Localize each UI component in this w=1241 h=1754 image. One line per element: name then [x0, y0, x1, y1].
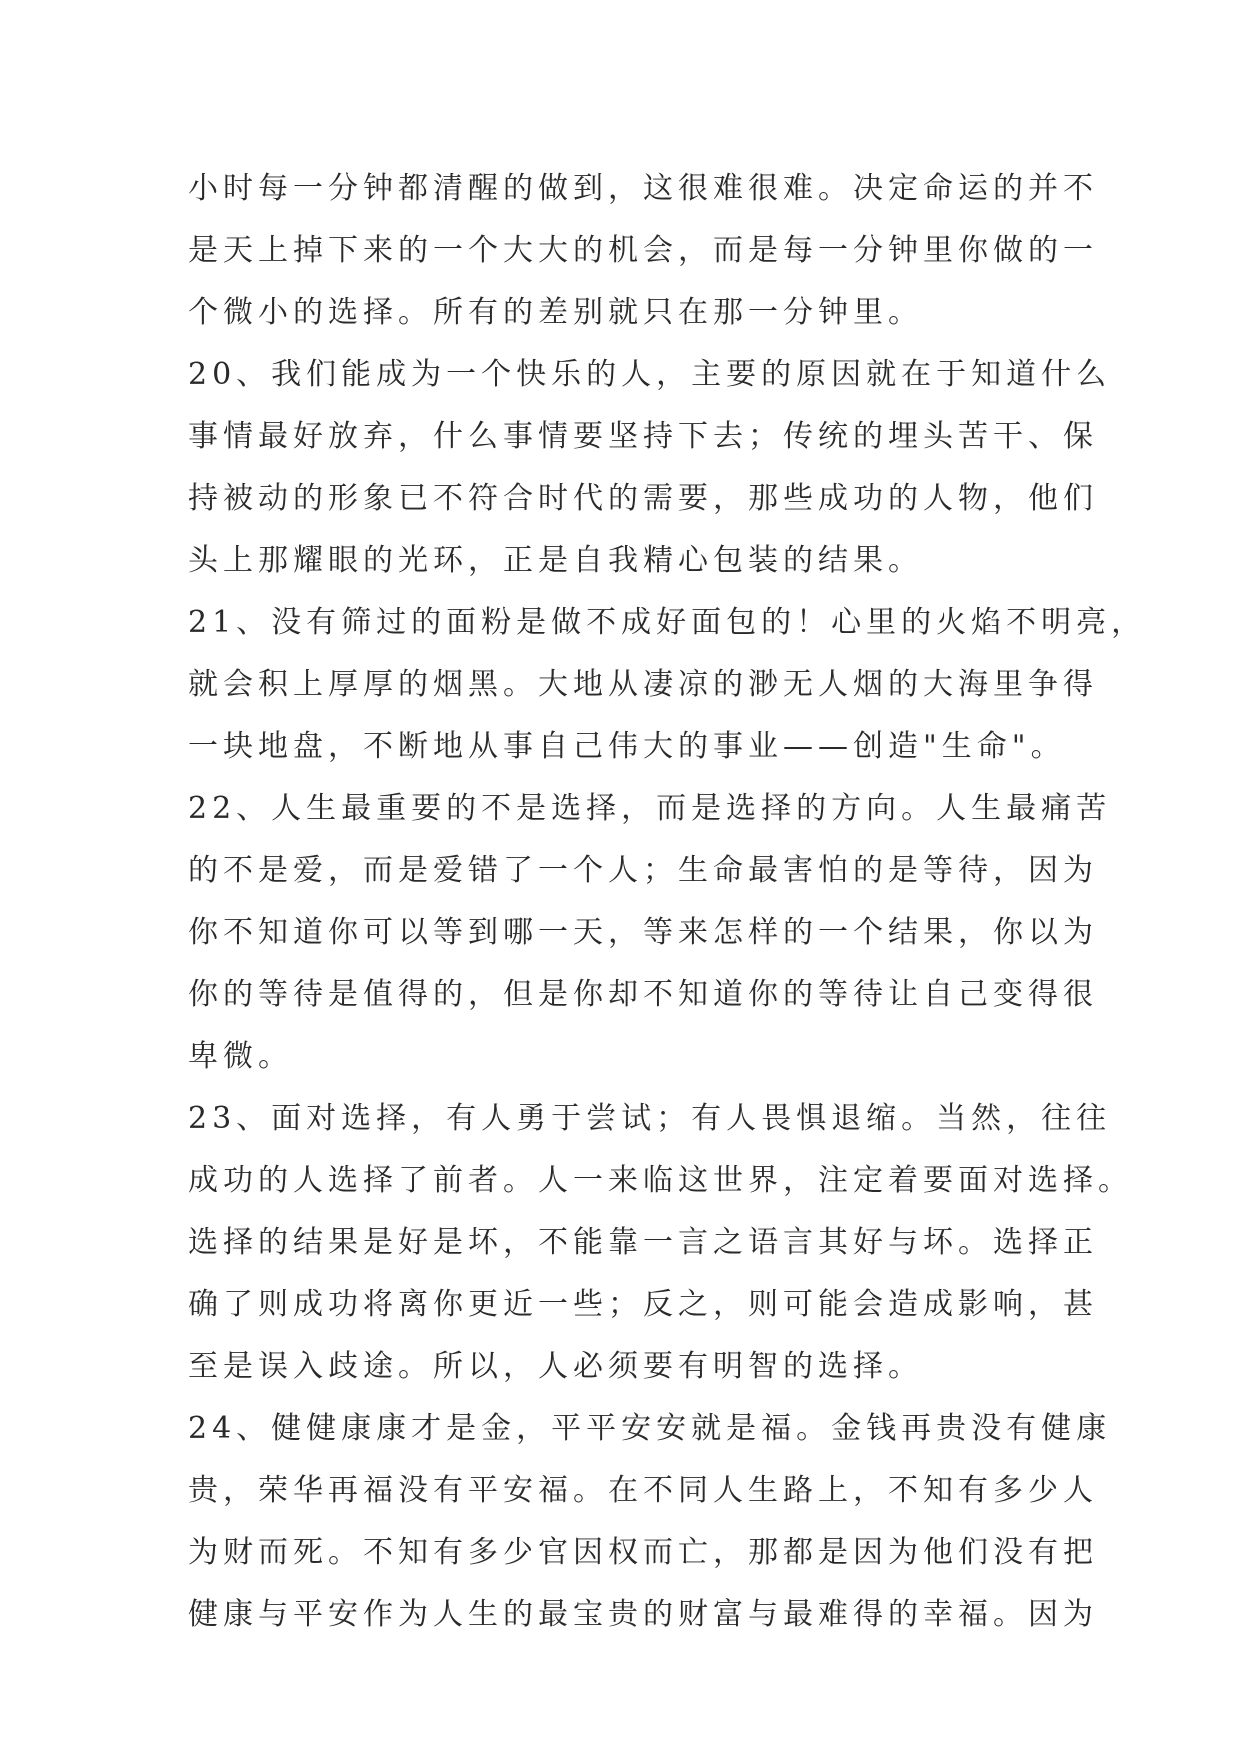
text-line: 选择的结果是好是坏，不能靠一言之语言其好与坏。选择正 [188, 1225, 1098, 1260]
text-line: 贵，荣华再福没有平安福。在不同人生路上，不知有多少人 [188, 1473, 1098, 1508]
text-line: 卑微。 [188, 1039, 293, 1074]
text-line: 健康与平安作为人生的最宝贵的财富与最难得的幸福。因为 [188, 1597, 1098, 1632]
text-line: 小时每一分钟都清醒的做到，这很难很难。决定命运的并不 [188, 171, 1098, 206]
text-line: 为财而死。不知有多少官因权而亡，那都是因为他们没有把 [188, 1535, 1098, 1570]
text-line: 至是误入歧途。所以，人必须要有明智的选择。 [188, 1349, 923, 1384]
text-line: 你不知道你可以等到哪一天，等来怎样的一个结果，你以为 [188, 915, 1098, 950]
text-line: 24、健健康康才是金，平平安安就是福。金钱再贵没有健康 [188, 1411, 1112, 1446]
document-body [188, 158, 1147, 1646]
text-line: 22、人生最重要的不是选择，而是选择的方向。人生最痛苦 [188, 791, 1112, 826]
text-line: 23、面对选择，有人勇于尝试；有人畏惧退缩。当然，往往 [188, 1101, 1112, 1136]
text-line: 你的等待是值得的，但是你却不知道你的等待让自己变得很 [188, 977, 1098, 1012]
text-line: 20、我们能成为一个快乐的人，主要的原因就在于知道什么 [188, 357, 1112, 392]
text-line: 一块地盘，不断地从事自己伟大的事业——创造"生命"。 [188, 729, 1066, 764]
text-line: 个微小的选择。所有的差别就只在那一分钟里。 [188, 295, 923, 330]
text-line: 的不是爱，而是爱错了一个人；生命最害怕的是等待，因为 [188, 853, 1098, 888]
text-line: 确了则成功将离你更近一些；反之，则可能会造成影响，甚 [188, 1287, 1098, 1322]
text-line: 事情最好放弃，什么事情要坚持下去；传统的埋头苦干、保 [188, 419, 1098, 454]
text-line: 头上那耀眼的光环，正是自我精心包装的结果。 [188, 543, 923, 578]
text-line: 持被动的形象已不符合时代的需要，那些成功的人物，他们 [188, 481, 1098, 516]
text-line: 成功的人选择了前者。人一来临这世界，注定着要面对选择。 [188, 1163, 1133, 1198]
text-line: 是天上掉下来的一个大大的机会，而是每一分钟里你做的一 [188, 233, 1098, 268]
text-line: 就会积上厚厚的烟黑。大地从凄凉的渺无人烟的大海里争得 [188, 667, 1098, 702]
text-line: 21、没有筛过的面粉是做不成好面包的！心里的火焰不明亮， [188, 605, 1147, 640]
